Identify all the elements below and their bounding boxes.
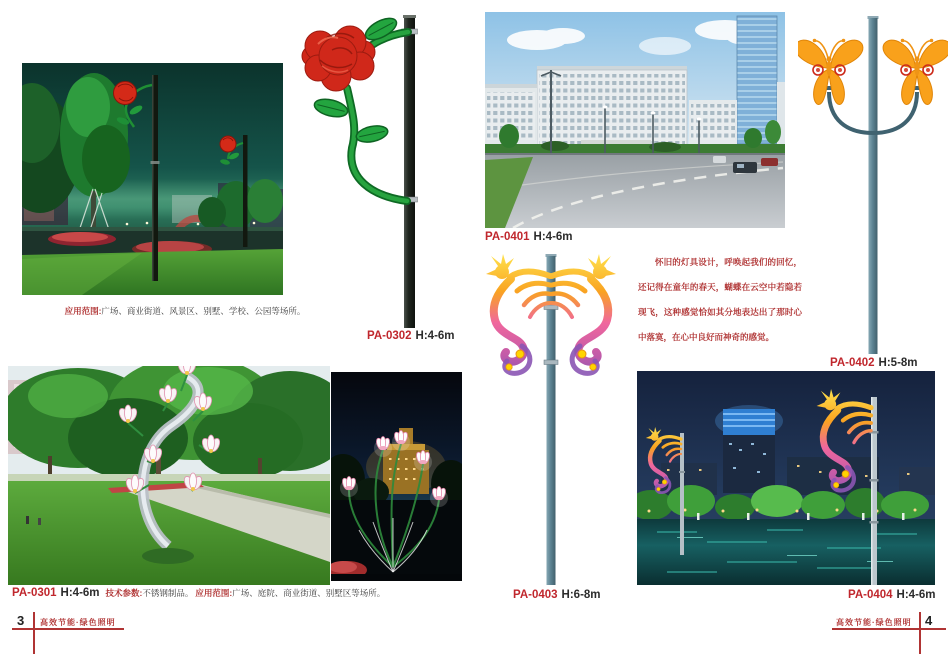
footer-vertical-rule-right (919, 612, 921, 654)
footer-slogan-left: 高效节能·绿色照明 (40, 618, 116, 627)
product-label-pa0401 (485, 231, 573, 243)
product-caption-pa0301 (12, 587, 385, 599)
footer-underline-left (12, 628, 124, 630)
model-code: PA-0301 (12, 587, 57, 599)
applications-note-label: 应用范围: (64, 306, 102, 316)
product-label-pa0402 (830, 357, 918, 369)
model-code: PA-0404 (848, 589, 893, 601)
applications-note-text: 广场、商业街道、风景区、别墅、学校、公园等场所。 (101, 306, 306, 316)
photo-lotus-night-artwork (331, 372, 462, 581)
phoenix-lamp-artwork (478, 248, 624, 585)
tech-value: 不锈钢制品。 (142, 588, 194, 598)
rose-lamp-artwork (295, 12, 460, 332)
photo-street-buildings-day (485, 12, 785, 228)
photo-lotus-lamp-night (331, 372, 462, 581)
apps-label: 应用范围: (195, 588, 233, 598)
photo-park-artwork (8, 366, 330, 585)
photo-night-plaza-rose-lamps (22, 63, 283, 295)
height-spec: H:6-8m (561, 589, 601, 601)
product-label-pa0404 (848, 589, 936, 601)
height-spec: H:4-6m (533, 231, 573, 243)
height-spec: H:4-6m (415, 330, 455, 342)
page-number-left: 3 (17, 613, 25, 628)
footer-slogan-right: 高效节能·绿色照明 (836, 618, 912, 627)
model-code: PA-0403 (513, 589, 558, 601)
apps-value: 广场、庭院、商业街道、别墅区等场所。 (232, 588, 386, 598)
height-spec: H:4-6m (60, 587, 100, 599)
rose-leaf-left (313, 96, 350, 120)
photo-night-plaza-phoenix-lamps (637, 371, 935, 585)
product-description: 怀旧的灯具设计，呼唤起我们的回忆，还记得在童年的春天，蝴蝶在云空中若隐若现飞，这种感觉恰如其分地表达出了那时心中落寞，在心中良好而神奇的感觉。 (638, 257, 802, 342)
model-code: PA-0402 (830, 357, 875, 369)
photo-night-plaza-artwork (22, 63, 283, 295)
illustration-phoenix-lamp (478, 248, 624, 585)
footer-vertical-rule-left (33, 612, 35, 654)
phoenix-ornament-right (552, 254, 616, 373)
photo-park-flower-sculpture-day (8, 366, 330, 585)
rose-leaf-right (355, 123, 389, 144)
product-label-pa0302 (367, 330, 455, 342)
product-label-pa0403 (513, 589, 601, 601)
phoenix-ornament-left (486, 254, 550, 373)
illustration-rose-lamp (295, 12, 460, 332)
model-code: PA-0302 (367, 330, 412, 342)
applications-note (40, 305, 330, 317)
photo-phoenix-night-artwork (637, 371, 935, 585)
height-spec: H:5-8m (878, 357, 918, 369)
height-spec: H:4-6m (896, 589, 936, 601)
photo-street-artwork (485, 12, 785, 228)
butterfly-lamp-artwork (798, 16, 948, 356)
rose-flower (302, 26, 375, 91)
model-code: PA-0401 (485, 231, 530, 243)
page-number-right: 4 (925, 613, 933, 628)
illustration-butterfly-lamp (798, 16, 948, 356)
footer-underline-right (832, 628, 946, 630)
tech-label: 技术参数: (105, 588, 143, 598)
